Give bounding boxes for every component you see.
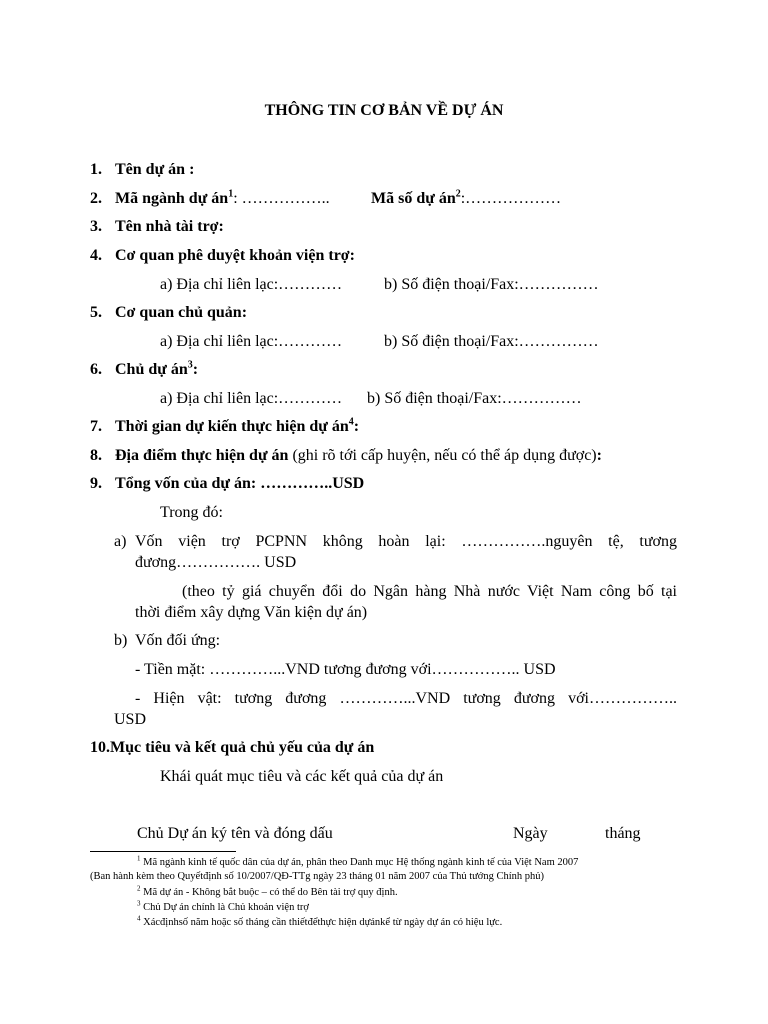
exchange-rate-note: (theo tỷ giá chuyển đổi do Ngân hàng Nhà nước Việt Nam công bố tại bbox=[182, 583, 677, 600]
item-number: 9. bbox=[90, 475, 102, 492]
project-owner-phone: b) Số điện thoại/Fax:…………… bbox=[367, 390, 582, 407]
footnote-3 bbox=[137, 901, 309, 914]
project-owner-address: a) Địa chỉ liên lạc:………… bbox=[160, 390, 343, 407]
item-label: Cơ quan chủ quản: bbox=[115, 304, 248, 321]
item-approving-agency bbox=[90, 246, 355, 266]
item-number: 10. bbox=[90, 739, 110, 756]
counterpart-capital: Vốn đối ứng: bbox=[135, 632, 221, 649]
footnote-mark: 3 bbox=[137, 899, 141, 908]
item-label: Địa điểm thực hiện dự án bbox=[115, 447, 289, 464]
item-note: (ghi rõ tới cấp huyện, nếu có thể áp dụng được) bbox=[288, 447, 597, 464]
objectives-description: Khái quát mục tiêu và các kết quả của dự án bbox=[160, 768, 444, 785]
field-value: :……………… bbox=[460, 190, 562, 207]
footnote-1-cont: (Ban hành kèm theo Quyếtđịnh số 10/2007/QĐ-TTg ngày 23 tháng 01 năm 2007 của Thủ tướng Chính phủ) bbox=[90, 871, 545, 882]
item-number: 6. bbox=[90, 361, 102, 378]
item-total-capital bbox=[90, 474, 364, 494]
list-marker-b: b) bbox=[114, 632, 128, 649]
in-kind-amount-cont: USD bbox=[114, 711, 147, 728]
ngo-aid-equivalent: đương……………. USD bbox=[135, 554, 297, 571]
footnote-text: Mã dự án - Không bắt buộc – có thể do Bên tài trợ quy định. bbox=[140, 887, 398, 898]
governing-agency-phone: b) Số điện thoại/Fax:…………… bbox=[384, 333, 599, 350]
footnote-text: Mã ngành kinh tế quốc dân của dự án, phân theo Danh mục Hệ thống ngành kinh tế của Việt Nam 2007 bbox=[140, 857, 579, 868]
item-number: 3. bbox=[90, 218, 102, 235]
approving-agency-address: a) Địa chỉ liên lạc:………… bbox=[160, 276, 343, 293]
item-project-name bbox=[90, 160, 194, 180]
item-label: Cơ quan phê duyệt khoản viện trợ: bbox=[115, 247, 355, 264]
item-number: 7. bbox=[90, 418, 102, 435]
footnote-ref: 1 bbox=[228, 188, 234, 200]
document-title: THÔNG TIN CƠ BẢN VỀ DỰ ÁN bbox=[264, 102, 504, 119]
item-industry-code bbox=[90, 189, 330, 209]
item-label: Tổng vốn của dự án: …………..USD bbox=[115, 475, 365, 492]
item-number: 1. bbox=[90, 161, 102, 178]
footnote-text: Chủ Dự án chính là Chủ khoản viện trợ bbox=[140, 902, 309, 913]
field-value: : …………….. bbox=[233, 190, 330, 207]
footnote-ref: 2 bbox=[455, 188, 461, 200]
footnote-separator bbox=[90, 851, 236, 852]
approving-agency-phone: b) Số điện thoại/Fax:…………… bbox=[384, 276, 599, 293]
in-kind-amount: - Hiện vật: tương đương …………...VND tương đương với…………….. bbox=[135, 690, 677, 707]
item-number: 8. bbox=[90, 447, 102, 464]
item-number: 2. bbox=[90, 190, 102, 207]
item-number: 4. bbox=[90, 247, 102, 264]
item-label: Thời gian dự kiến thực hiện dự án bbox=[115, 418, 349, 435]
item-project-owner: 6. Chủ dự $án^3$: bbox=[90, 359, 199, 378]
item-label: Mục tiêu và kết quả chủ yếu của dự án bbox=[110, 739, 375, 756]
footnote-4 bbox=[137, 916, 502, 929]
footnote-2 bbox=[137, 886, 398, 899]
item-label: Chủ dự án bbox=[115, 361, 188, 378]
item-governing-agency bbox=[90, 303, 247, 323]
date-day-label: Ngày bbox=[513, 825, 548, 842]
item-objectives bbox=[90, 738, 374, 758]
footnote-mark: 1 bbox=[137, 854, 141, 863]
item-label: Tên dự án : bbox=[115, 161, 195, 178]
exchange-rate-note-cont: thời điểm xây dựng Văn kiện dự án) bbox=[135, 604, 368, 621]
ngo-aid-capital: Vốn viện trợ PCPNN không hoàn lại: …………….nguyên tệ, tương bbox=[135, 533, 677, 550]
footnote-ref: 4 bbox=[348, 416, 354, 428]
list-marker-a: a) bbox=[114, 533, 127, 550]
of-which-label: Trong đó: bbox=[160, 504, 223, 521]
item-label: Tên nhà tài trợ: bbox=[115, 218, 224, 235]
footnote-mark: 4 bbox=[137, 914, 141, 923]
item-label: Mã số dự án bbox=[371, 190, 456, 207]
cash-amount: - Tiền mặt: …………...VND tương đương với…………….. USD bbox=[135, 661, 556, 678]
signature-label: Chủ Dự án ký tên và đóng dấu bbox=[137, 825, 333, 842]
item-duration: 7. Thời gian dự kiến thực hiện dự $án^4$: bbox=[90, 416, 360, 435]
item-number: 5. bbox=[90, 304, 102, 321]
item-location: 8. Địa điểm thực hiện dự án (ghi rõ tới cấp huyện, nếu có thể áp dụng được): bbox=[90, 447, 602, 464]
footnote-ref: 3 bbox=[187, 359, 193, 371]
footnote-mark: 2 bbox=[137, 884, 141, 893]
governing-agency-address: a) Địa chỉ liên lạc:………… bbox=[160, 333, 343, 350]
footnote-1 bbox=[137, 856, 578, 869]
date-month-label: tháng bbox=[605, 825, 641, 842]
item-label: Mã ngành dự án bbox=[115, 190, 229, 207]
item-donor bbox=[90, 217, 224, 237]
footnote-text: Xácđịnhsố năm hoặc số tháng cần thiếtđểthực hiện dựánkể từ ngày dự án có hiệu lực. bbox=[140, 917, 503, 928]
item-project-code bbox=[371, 189, 561, 209]
